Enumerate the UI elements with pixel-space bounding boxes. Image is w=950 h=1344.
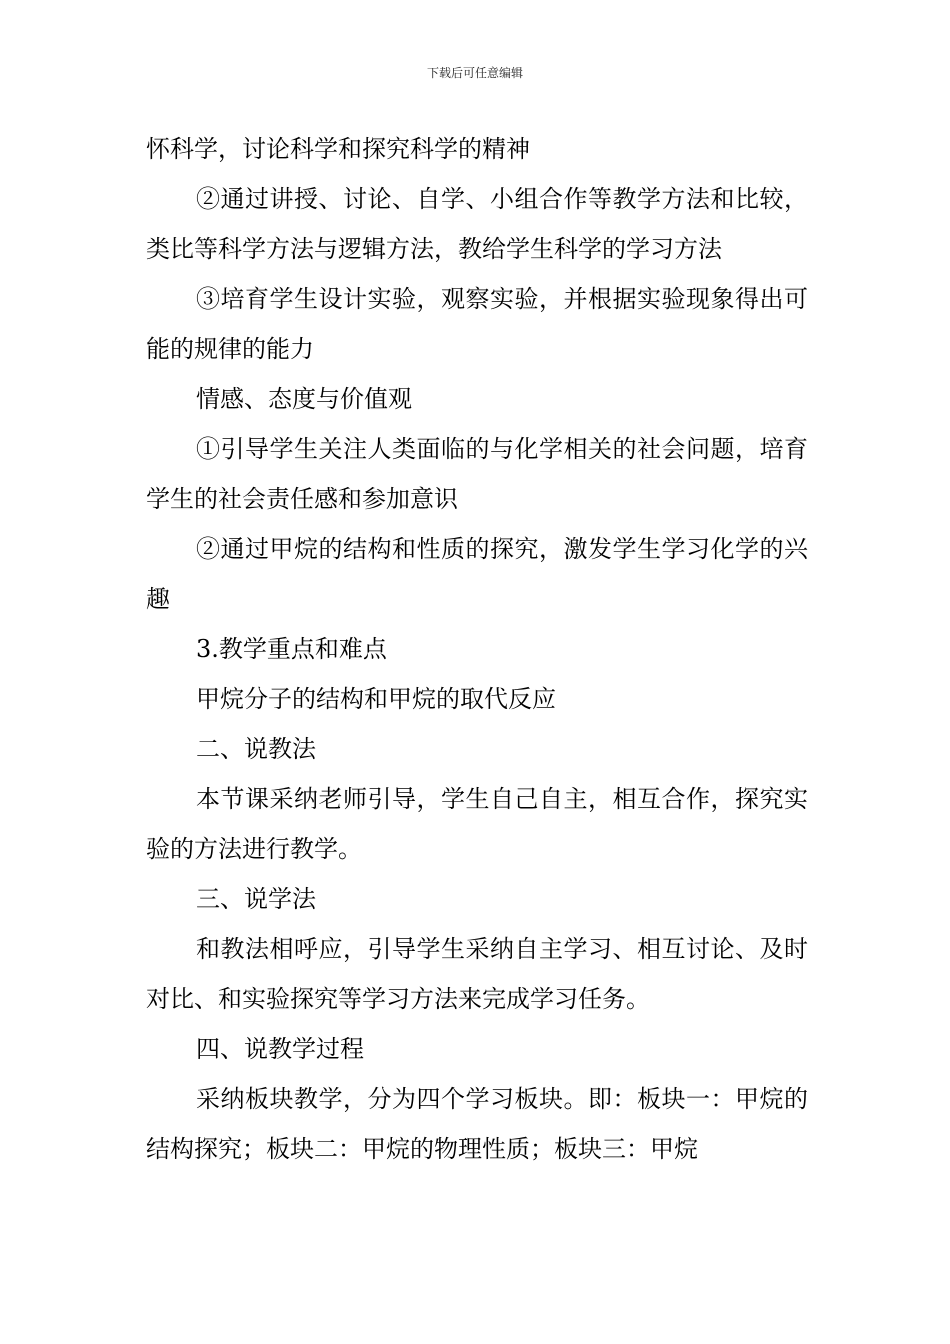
paragraph-key-points: 甲烷分子的结构和甲烷的取代反应 [196,685,556,713]
paragraph-interest-aim: ②通过甲烷的结构和性质的探究，激发学生学习化学的兴趣 [146,535,808,613]
page-header: 下载后可任意编辑 [426,66,523,80]
paragraph-teaching-method: 本节课采纳老师引导，学生自己自主，相互合作，探究实验的方法进行教学。 [146,785,808,863]
paragraph-learning-method: 和教法相呼应，引导学生采纳自主学习、相互讨论、及时对比、和实验探究等学习方法来完成学习任务。 [146,935,808,1013]
paragraph-continued-aim: 怀科学，讨论科学和探究科学的精神 [146,135,530,163]
section-heading-learning-method: 三、说学法 [196,885,316,913]
paragraph-teaching-process: 采纳板块教学，分为四个学习板块。即：板块一：甲烷的结构探究；板块二：甲烷的物理性质；板块三：甲烷 [146,1085,808,1163]
paragraph-experiment-aim: ③培育学生设计实验，观察实验，并根据实验现象得出可能的规律的能力 [146,285,808,363]
section-heading-teaching-method: 二、说教法 [196,735,316,763]
document-body [146,124,808,1174]
section-heading-emotion-values: 情感、态度与价值观 [196,385,412,413]
section-heading-teaching-process: 四、说教学过程 [196,1035,364,1063]
section-heading-key-points: 3.教学重点和难点 [196,635,387,663]
paragraph-social-aim: ①引导学生关注人类面临的与化学相关的社会问题，培育学生的社会责任感和参加意识 [146,435,808,513]
paragraph-method-aim: ②通过讲授、讨论、自学、小组合作等教学方法和比较，类比等科学方法与逻辑方法，教给学生科学的学习方法 [146,185,808,263]
